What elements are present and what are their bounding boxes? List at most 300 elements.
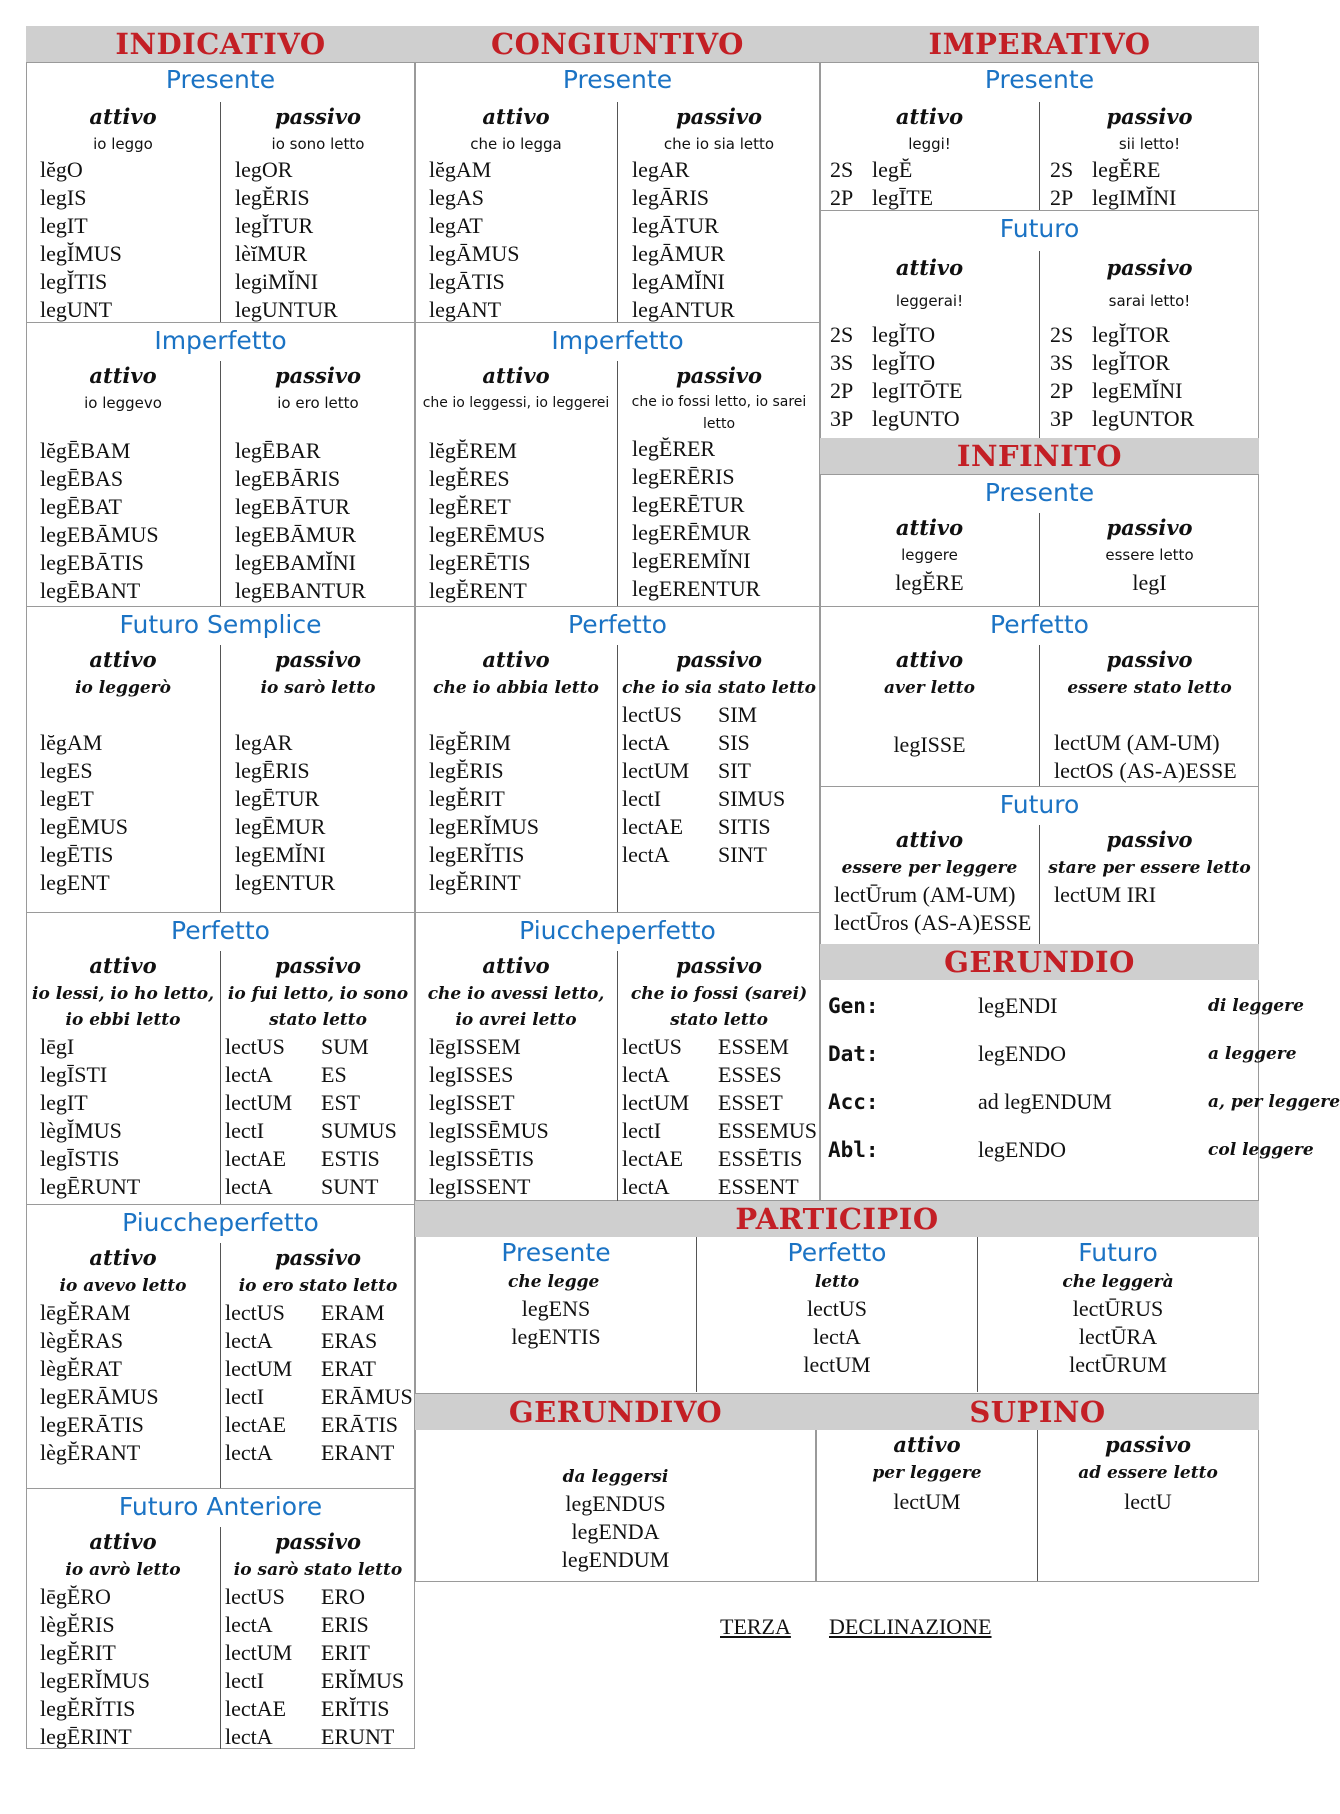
verb-form: lectŪRUM [1069, 1352, 1167, 1377]
translation: sii letto! [1118, 135, 1181, 153]
translation: leggerai! [895, 292, 964, 310]
verb-form: legĔRENT [429, 578, 527, 603]
gerundio-row [820, 982, 1304, 1030]
translation: che io leggessi, io leggerei [422, 395, 610, 411]
person-row [1040, 184, 1259, 212]
person-row [1040, 405, 1259, 433]
voice-label: attivo [89, 104, 157, 129]
auxiliary: ERIT [321, 1640, 370, 1665]
verb-form: legEBĀTIS [40, 550, 144, 575]
verb-form-row [618, 1089, 820, 1117]
voice-label: passivo [1104, 1432, 1192, 1457]
verb-form: legI [1132, 570, 1167, 595]
verb-form: lectUS [807, 1296, 867, 1321]
participle: lectAE [225, 1146, 287, 1171]
ind-futuro-section [26, 606, 415, 912]
participle: lectUS [622, 1034, 682, 1059]
verb-form: legENS [521, 1296, 591, 1321]
inf-presente-section [820, 474, 1259, 606]
auxiliary: ERĬMUS [321, 1668, 405, 1693]
inf-perfetto-passivo [1039, 645, 1259, 786]
voice-label: attivo [893, 1432, 961, 1457]
inf-futuro-section [820, 786, 1259, 944]
verb-form: lĕgĔREM [429, 438, 517, 463]
auxiliary: ERAT [321, 1356, 376, 1381]
case-label: Dat: [828, 1042, 879, 1066]
auxiliary: EST [321, 1090, 361, 1115]
verb-form-row [221, 1089, 415, 1117]
participle: lectAE [622, 1146, 684, 1171]
case-label: Acc: [828, 1090, 879, 1114]
voice-label: passivo [1106, 515, 1193, 540]
part-presente [416, 1237, 696, 1392]
cong-piucche-passivo [617, 951, 820, 1201]
verb-form: legERĒRIS [632, 464, 735, 489]
translation: sarai letto! [1108, 292, 1191, 310]
person-label: 2P [1050, 185, 1074, 210]
voice-label: passivo [1106, 255, 1193, 280]
verb-form: legEBĀRIS [235, 466, 341, 491]
auxiliary: SITIS [718, 814, 771, 839]
participle: lectA [225, 1328, 273, 1353]
verb-form: lègĔRIS [40, 1612, 115, 1637]
participle: lectI [622, 786, 662, 811]
header-participio: PARTICIPIO [415, 1201, 1259, 1237]
participio-box [415, 1237, 1259, 1394]
ind-imperfetto-section [26, 322, 415, 606]
ind-piucche-passivo [220, 1243, 415, 1488]
ind-piucche-attivo [26, 1243, 220, 1488]
verb-form: legIMĬNI [1092, 185, 1177, 210]
auxiliary: ESTIS [321, 1146, 380, 1171]
ind-perfetto-title: Perfetto [171, 916, 270, 945]
verb-form: legĀMUR [632, 241, 725, 266]
verb-form: legEREMĬNI [632, 548, 751, 573]
cong-presente-title: Presente [562, 65, 673, 94]
voice-label: attivo [89, 953, 157, 978]
voice-label: passivo [1106, 104, 1193, 129]
voice-label: attivo [482, 104, 550, 129]
cong-imperfetto-title: Imperfetto [551, 326, 684, 355]
auxiliary: SINT [718, 842, 767, 867]
verb-form: legĪSTI [40, 1062, 108, 1087]
verb-form: legANTUR [632, 297, 735, 322]
voice-label: attivo [482, 647, 550, 672]
translation: leggere [901, 546, 958, 564]
auxiliary: ERO [321, 1584, 365, 1609]
person-row [820, 377, 1039, 405]
verb-form-row [618, 1061, 820, 1089]
voice-label: attivo [482, 363, 550, 388]
ind-imperfetto-attivo [26, 361, 220, 606]
supino-attivo [817, 1430, 1037, 1581]
gerundio-row [820, 1030, 1297, 1078]
translation: io leggo [93, 135, 153, 153]
translation: col leggere [1208, 1140, 1314, 1160]
voice-label: attivo [482, 953, 550, 978]
verb-form: legĪTE [872, 185, 934, 210]
auxiliary: ESSET [718, 1090, 783, 1115]
verb-form-row [221, 1145, 415, 1173]
case-label: Gen: [828, 994, 879, 1018]
translation: letto [814, 1272, 860, 1292]
verb-form: lectŪros (AS-A)ESSE [834, 910, 1032, 935]
person-label: 3P [1050, 406, 1074, 431]
auxiliary: SIM [718, 702, 758, 727]
cong-perfetto-passivo [617, 645, 820, 912]
verb-form: legAT [429, 213, 483, 238]
verb-form: legUNTO [872, 406, 960, 431]
auxiliary: SIT [718, 758, 751, 783]
voice-label: attivo [89, 1245, 157, 1270]
verb-form: legĒMUR [235, 814, 326, 839]
voice-label: passivo [675, 104, 763, 129]
verb-form: legERĒMUR [632, 520, 751, 545]
verb-form-row [618, 757, 820, 785]
auxiliary: ERUNT [321, 1724, 395, 1749]
header-congiuntivo: CONGIUNTIVO [415, 26, 820, 62]
verb-form: legENDUS [565, 1491, 666, 1516]
verb-form: legĀTUR [632, 213, 719, 238]
ind-imperfetto-title: Imperfetto [154, 326, 287, 355]
verb-form: legERĬTIS [429, 842, 525, 867]
verb-form: legERĒTUR [632, 492, 745, 517]
translation: essere per leggere [841, 858, 1018, 878]
verb-form: lectŪRUS [1072, 1296, 1164, 1321]
translation: che io sia stato letto [622, 678, 816, 698]
inf-presente-attivo [820, 513, 1039, 606]
voice-label: passivo [675, 363, 763, 388]
participle: lectUM [225, 1090, 293, 1115]
imp-futuro-passivo [1039, 251, 1259, 438]
imp-presente-passivo [1039, 102, 1259, 210]
verb-form: legENT [40, 870, 110, 895]
participle: lectI [225, 1384, 265, 1409]
voice-label: passivo [675, 647, 763, 672]
verb-form-row [618, 1033, 820, 1061]
translation: io sono letto [271, 135, 365, 153]
verb-form: legES [40, 758, 93, 783]
person-label: 2S [1050, 322, 1074, 347]
verb-form: legĀMUS [429, 241, 520, 266]
verb-form-row [221, 1061, 415, 1089]
verb-form: legENDUM [561, 1547, 670, 1572]
verb-form-row [618, 729, 820, 757]
auxiliary: ESSĒTIS [718, 1146, 803, 1171]
participle: lectA [622, 730, 670, 755]
verb-form: legAR [632, 157, 690, 182]
verb-form: legENTUR [235, 870, 336, 895]
voice-label: passivo [1106, 647, 1193, 672]
verb-form: legAR [235, 730, 293, 755]
verb-form: legĔRES [429, 466, 510, 491]
participle: lectA [225, 1440, 273, 1465]
translation: stare per essere letto [1048, 858, 1251, 878]
verb-form: lĕgAM [429, 157, 492, 182]
participle: lectA [225, 1062, 273, 1087]
auxiliary: SUNT [321, 1174, 379, 1199]
supino-box [816, 1430, 1259, 1582]
verb-form: legĒRIS [235, 758, 310, 783]
cong-presente-passivo [617, 102, 820, 322]
verb-form: lectŪRA [1078, 1324, 1158, 1349]
voice-label: attivo [89, 1529, 157, 1554]
translation: leggi! [908, 135, 951, 153]
cong-piucche-attivo [415, 951, 617, 1201]
person-label: 2P [1050, 378, 1074, 403]
voice-label: passivo [274, 953, 362, 978]
verb-form: legUNTUR [235, 297, 338, 322]
person-label: 2P [830, 378, 854, 403]
auxiliary: ERANT [321, 1440, 395, 1465]
verb-form-row [618, 1145, 820, 1173]
participle: lectUS [622, 702, 682, 727]
verb-form: legĀRIS [632, 185, 709, 210]
verb-form-row [221, 1723, 415, 1751]
imp-presente-section [820, 62, 1259, 210]
translation: io sarò stato letto [233, 1560, 403, 1580]
verb-form: legEBĀTUR [235, 494, 350, 519]
imp-futuro-title: Futuro [999, 214, 1080, 243]
verb-form: legERĬMUS [40, 1668, 150, 1693]
verb-form: legĒTUR [235, 786, 320, 811]
translation: per leggere [872, 1463, 982, 1483]
verb-form: lègĔRANT [40, 1440, 141, 1465]
part-presente-title: Presente [501, 1238, 611, 1267]
verb-form-row [618, 1173, 820, 1201]
verb-form: lectŪrum (AM-UM) [834, 882, 1016, 907]
verb-form: ad legENDUM [978, 1089, 1112, 1114]
case-label: Abl: [828, 1138, 879, 1162]
verb-form: legAS [429, 185, 484, 210]
verb-form: lĕgAM [40, 730, 103, 755]
verb-form: legĔRER [632, 436, 716, 461]
footer-declinazione: DECLINAZIONE [829, 1614, 992, 1639]
verb-form: legISSĒTIS [429, 1146, 535, 1171]
person-label: 2S [830, 322, 854, 347]
ind-futant-title: Futuro Anteriore [118, 1492, 323, 1521]
verb-form: legISSES [429, 1062, 514, 1087]
verb-form: legIT [40, 1090, 88, 1115]
verb-form: legEMĬNI [235, 842, 326, 867]
ind-futuro-passivo [220, 645, 415, 912]
verb-form: legENTIS [511, 1324, 601, 1349]
voice-label: passivo [274, 647, 362, 672]
translation: da leggersi [562, 1467, 669, 1487]
inf-futuro-title: Futuro [999, 790, 1080, 819]
ind-presente-section [26, 62, 415, 322]
person-label: 2S [1050, 157, 1074, 182]
verb-form: legERĀMUS [40, 1384, 159, 1409]
participle: lectI [225, 1668, 265, 1693]
participle: lectI [622, 1118, 662, 1143]
inf-futuro-passivo [1039, 825, 1259, 944]
participle: lectA [622, 1174, 670, 1199]
participle: lectAE [225, 1412, 287, 1437]
ind-futant-passivo [220, 1527, 415, 1749]
part-perfetto [696, 1237, 977, 1392]
auxiliary: SUMUS [321, 1118, 397, 1143]
footer-terza: TERZA [720, 1614, 791, 1639]
voice-label: attivo [895, 647, 964, 672]
verb-form: lèĭMUR [235, 241, 308, 266]
voice-label: passivo [274, 1245, 362, 1270]
participle: lectAE [622, 814, 684, 839]
ind-perfetto-attivo [26, 951, 220, 1204]
verb-form: lectUM [893, 1489, 961, 1514]
person-label: 2S [830, 157, 854, 182]
participle: lectUM [225, 1356, 293, 1381]
auxiliary: ESSENT [718, 1174, 799, 1199]
imp-futuro-section [820, 210, 1259, 438]
gerundio-row [820, 1126, 1314, 1174]
ind-futant-section [26, 1488, 415, 1749]
person-row [1040, 321, 1259, 349]
auxiliary: ERAM [321, 1300, 385, 1325]
verb-form-row [221, 1383, 415, 1411]
voice-label: passivo [675, 953, 763, 978]
person-label: 3S [1050, 350, 1074, 375]
verb-form: legĔRE [895, 570, 964, 595]
auxiliary: SIMUS [718, 786, 786, 811]
verb-form: lēgĔRIM [429, 730, 511, 755]
voice-label: attivo [895, 104, 964, 129]
verb-form: lectUM (AM-UM) [1054, 730, 1220, 755]
ind-imperfetto-passivo [220, 361, 415, 606]
participle: lectA [622, 842, 670, 867]
translation: ad essere letto [1078, 1463, 1218, 1483]
translation: che io sia letto [663, 135, 775, 153]
translation: a, per leggere [1208, 1092, 1340, 1112]
auxiliary: ERĀTIS [321, 1412, 398, 1437]
verb-form: legISSENT [429, 1174, 531, 1199]
verb-form-row [221, 1173, 415, 1201]
voice-label: passivo [1106, 827, 1193, 852]
translation: io ero stato letto [238, 1276, 398, 1296]
verb-form: legUNTOR [1092, 406, 1195, 431]
verb-form: lēgĔRAM [40, 1300, 131, 1325]
auxiliary: ESSES [718, 1062, 782, 1087]
verb-form: legUNT [40, 297, 113, 322]
participle: lectA [622, 1062, 670, 1087]
participle: lectUM [225, 1640, 293, 1665]
translation: io avrò letto [65, 1560, 181, 1580]
header-supino: SUPINO [816, 1394, 1259, 1430]
header-imperativo: IMPERATIVO [820, 26, 1259, 62]
translation: di leggere [1208, 996, 1304, 1016]
translation: io sarò letto [260, 678, 376, 698]
verb-form: legĀTIS [429, 269, 505, 294]
ind-perfetto-section [26, 912, 415, 1204]
translation: io lessi, io ho letto, io ebbi letto [32, 984, 214, 1030]
verb-form: legEBĀMUS [40, 522, 159, 547]
verb-form: legERĒMUS [429, 522, 546, 547]
verb-form-row [618, 1117, 820, 1145]
verb-form: lectUM IRI [1054, 882, 1157, 907]
verb-form-row [618, 841, 820, 869]
imp-presente-title: Presente [984, 65, 1095, 94]
imp-presente-attivo [820, 102, 1039, 210]
cong-perfetto-title: Perfetto [568, 610, 667, 639]
part-futuro [977, 1237, 1258, 1392]
auxiliary: SIS [718, 730, 750, 755]
translation: io ero letto [277, 394, 359, 412]
verb-form: legĔRĬTIS [40, 1696, 136, 1721]
verb-form: lēgI [40, 1034, 75, 1059]
verb-form: lègĬMUS [40, 1118, 122, 1143]
header-infinito: INFINITO [820, 438, 1259, 474]
verb-form: legENDO [978, 1137, 1066, 1162]
header-gerundio: GERUNDIO [820, 944, 1259, 980]
inf-futuro-attivo [820, 825, 1039, 944]
translation: che io legga [470, 135, 562, 153]
verb-form: legĔRIT [429, 786, 505, 811]
translation: io fui letto, io sono stato letto [227, 984, 409, 1030]
verb-form: legĬTO [872, 322, 936, 347]
ind-futant-attivo [26, 1527, 220, 1749]
inf-presente-passivo [1039, 513, 1259, 606]
verb-form: legĬTOR [1092, 322, 1170, 347]
cong-perfetto-attivo [415, 645, 617, 912]
verb-form: legAMĬNI [632, 269, 725, 294]
person-row [1040, 156, 1259, 184]
verb-form: legĔRIT [40, 1640, 116, 1665]
participle: lectUS [225, 1034, 285, 1059]
person-row [1040, 349, 1259, 377]
verb-form: legĬTIS [40, 269, 108, 294]
auxiliary: ESSEMUS [718, 1118, 818, 1143]
ind-futuro-title: Futuro Semplice [119, 610, 322, 639]
verb-form-row [221, 1439, 415, 1467]
ind-piucche-section [26, 1204, 415, 1488]
gerundio-row [820, 1078, 1340, 1126]
participle: lectI [225, 1118, 265, 1143]
verb-form: lègĔRAS [40, 1328, 124, 1353]
part-perfetto-title: Perfetto [787, 1238, 887, 1267]
verb-form: legET [40, 786, 94, 811]
participle: lectA [225, 1724, 273, 1749]
ind-presente-title: Presente [165, 65, 276, 94]
verb-form: legĒBANT [40, 578, 141, 603]
participle: lectA [225, 1174, 273, 1199]
auxiliary: SUM [321, 1034, 369, 1059]
participle: lectUM [622, 1090, 690, 1115]
verb-form: legĬTUR [235, 213, 314, 238]
verb-form-row [618, 701, 820, 729]
translation: che io fossi letto, io sarei letto [631, 394, 807, 432]
verb-form: legEMĬNI [1092, 378, 1183, 403]
translation: a leggere [1208, 1044, 1297, 1064]
verb-form: lectU [1124, 1489, 1172, 1514]
verb-form: legĬTOR [1092, 350, 1170, 375]
verb-form: legĔRIS [235, 185, 310, 210]
verb-form: legĬTO [872, 350, 936, 375]
verb-form: legĔ [872, 157, 913, 182]
translation: che io abbia letto [433, 678, 599, 698]
inf-perfetto-title: Perfetto [990, 610, 1089, 639]
ind-presente-attivo [26, 102, 220, 322]
imp-futuro-attivo [820, 251, 1039, 438]
verb-form: legĔRE [1092, 157, 1161, 182]
auxiliary: ESSEM [718, 1034, 789, 1059]
verb-form: legENDI [978, 993, 1058, 1018]
verb-form: lĕgĒBAM [40, 438, 131, 463]
verb-form-row [618, 813, 820, 841]
translation: io leggerò [75, 678, 171, 698]
person-row [820, 156, 1039, 184]
voice-label: passivo [274, 104, 362, 129]
verb-form: lectUM [803, 1352, 871, 1377]
